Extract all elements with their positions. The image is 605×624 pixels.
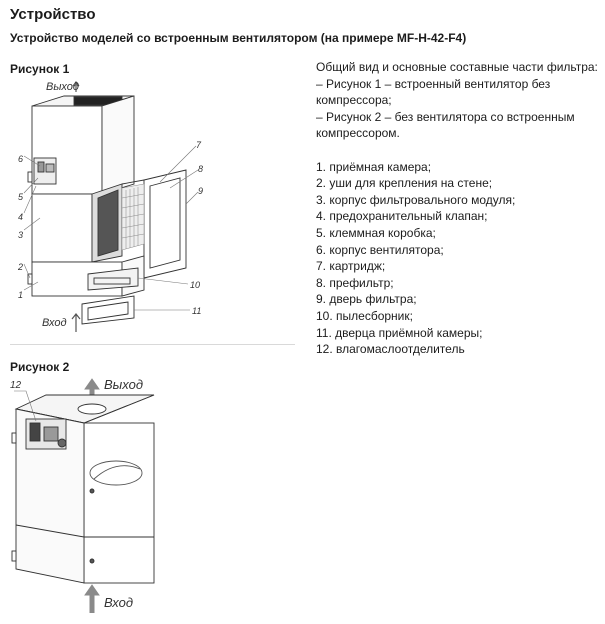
list-item: 7. картридж; xyxy=(316,259,386,274)
description-block xyxy=(316,59,601,358)
description-intro: Общий вид и основные составные части фильтра: xyxy=(316,60,598,74)
list-item: 9. дверь фильтра; xyxy=(316,292,417,307)
callout-7: 7 xyxy=(196,140,202,150)
description-line-figure1: – Рисунок 1 – встроенный вентилятор без компрессора; xyxy=(316,76,551,108)
callout-8: 8 xyxy=(198,164,204,174)
list-item: 2. уши для крепления на стене; xyxy=(316,176,493,191)
list-item: 6. корпус вентилятора; xyxy=(316,242,444,257)
figure2-drawing xyxy=(8,375,178,620)
figure1-outlet-label: Выход xyxy=(46,81,80,93)
callout-2: 2 xyxy=(18,262,24,272)
callout-5: 5 xyxy=(18,192,24,202)
figure1-inlet-label: Вход xyxy=(42,317,67,329)
figure2-outlet-label: Выход xyxy=(104,377,144,392)
section-subheading: Устройство моделей со встроенным вентилятором (на примере MF-H-42-F4) xyxy=(10,31,467,45)
callout-6: 6 xyxy=(18,154,24,164)
callout-1: 1 xyxy=(18,290,24,300)
callout-11: 11 xyxy=(192,306,202,316)
section-heading: Устройство xyxy=(10,6,96,23)
callout-9: 9 xyxy=(198,186,204,196)
list-item: 8. префильтр; xyxy=(316,275,394,290)
list-item: 12. влагомаслоотделитель xyxy=(316,342,465,357)
parts-list xyxy=(316,159,601,358)
description-line-figure2: – Рисунок 2 – без вентилятора со встроенным компрессором. xyxy=(316,109,575,141)
list-item: 10. пылесборник; xyxy=(316,308,413,323)
figure-divider xyxy=(10,344,295,345)
callout-12: 12 xyxy=(10,380,22,391)
callout-3: 3 xyxy=(18,230,24,240)
figure1-title: Рисунок 1 xyxy=(10,62,70,76)
list-item: 11. дверца приёмной камеры; xyxy=(316,325,483,340)
inlet-arrow-icon xyxy=(72,314,80,332)
list-item: 5. клеммная коробка; xyxy=(316,225,436,240)
figure1-drawing xyxy=(10,78,220,336)
callout-10: 10 xyxy=(190,280,201,290)
callout-4: 4 xyxy=(18,212,24,222)
list-item: 3. корпус фильтровального модуля; xyxy=(316,192,516,207)
figure2-title: Рисунок 2 xyxy=(10,360,70,374)
list-item: 4. предохранительный клапан; xyxy=(316,209,488,224)
list-item: 1. приёмная камера; xyxy=(316,159,432,174)
figure2-inlet-label: Вход xyxy=(104,595,134,610)
